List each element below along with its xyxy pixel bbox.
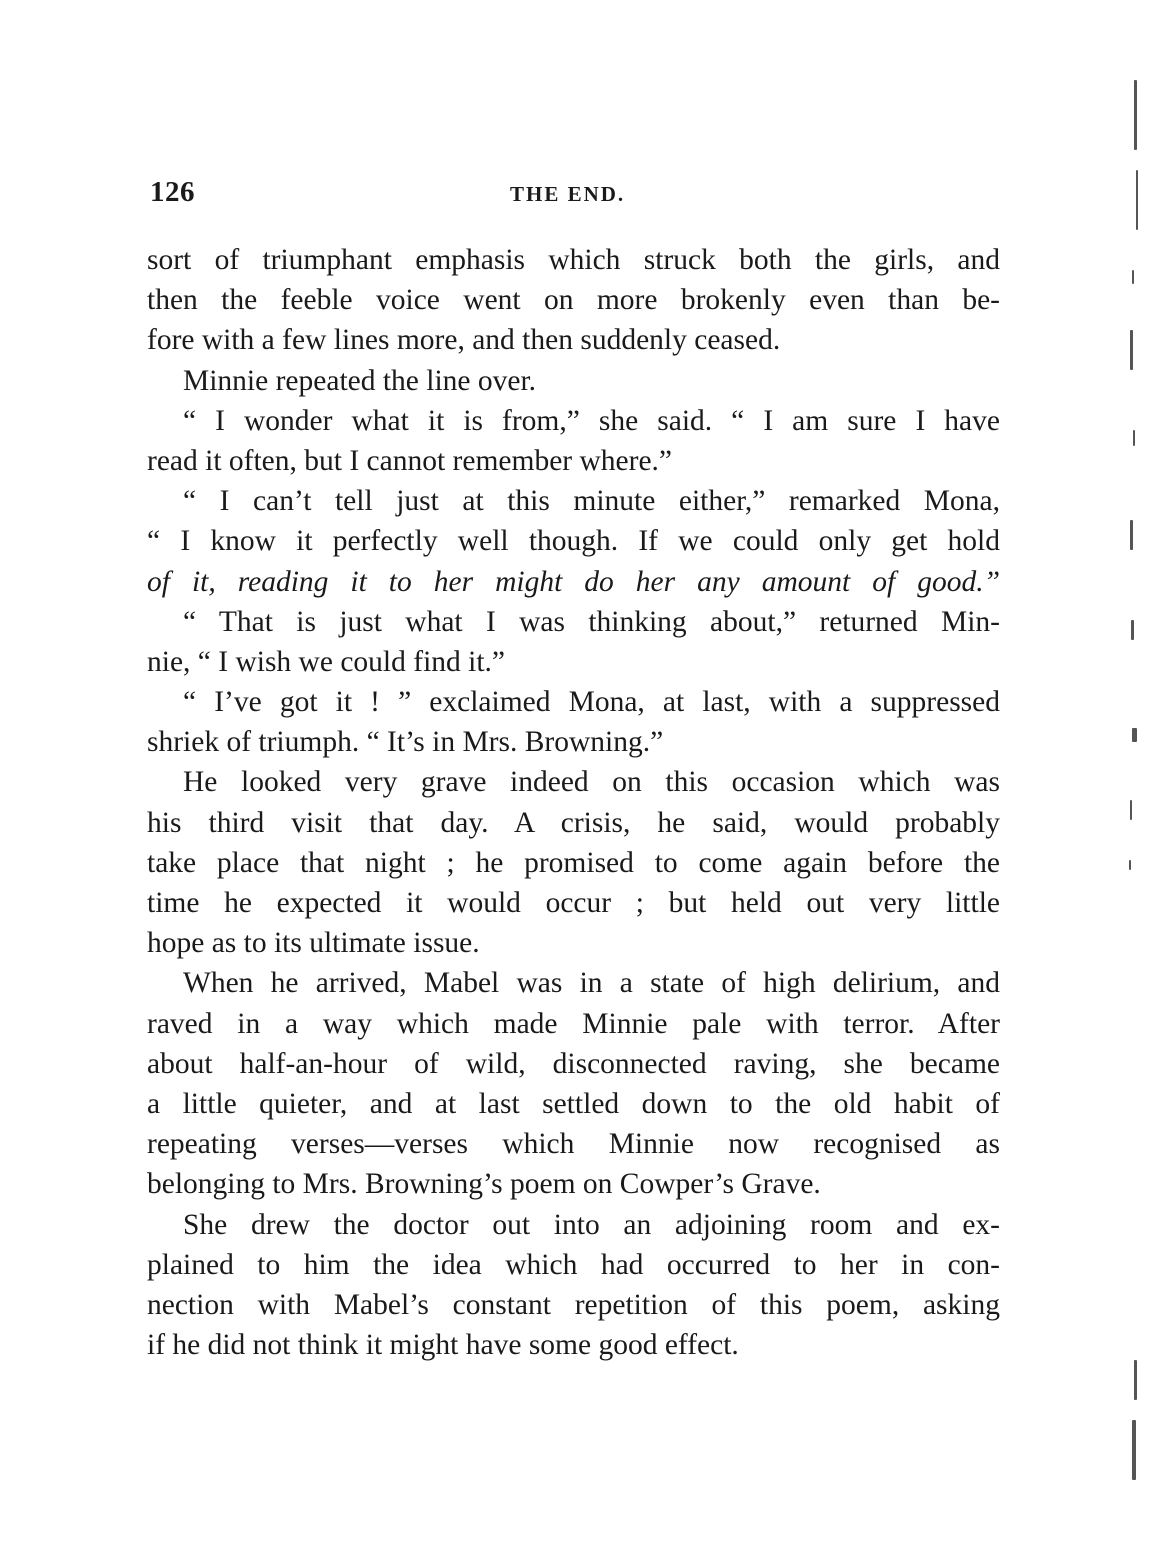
scan-speck <box>1134 1360 1137 1400</box>
text-line: hope as to its ultimate issue. <box>147 927 480 960</box>
scan-edge-noise <box>1094 0 1154 1543</box>
text-line: read it often, but I cannot remember where.” <box>147 444 673 477</box>
scan-speck <box>1132 1420 1136 1480</box>
text-line: repeating verses—verses which Minnie now recognised as <box>147 1128 1000 1161</box>
text-line: then the feeble voice went on more brokenly even than be- <box>147 284 1000 317</box>
scan-speck <box>1130 800 1132 820</box>
text-line: shriek of triumph. “ It’s in Mrs. Browning.” <box>147 726 664 759</box>
scan-speck <box>1136 170 1138 230</box>
scan-speck <box>1131 620 1134 640</box>
text-line: about half-an-hour of wild, disconnected raving, she became <box>147 1047 1000 1080</box>
running-title: THE END. <box>510 182 626 206</box>
text-line: fore with a few lines more, and then suddenly ceased. <box>147 324 781 357</box>
scan-speck <box>1133 430 1135 446</box>
scan-speck <box>1130 330 1133 370</box>
scan-speck <box>1132 728 1137 742</box>
text-line: “ I’ve got it ! ” exclaimed Mona, at last, with a suppressed <box>183 686 1000 719</box>
scan-speck <box>1132 270 1134 284</box>
text-line: a little quieter, and at last settled down to the old habit of <box>147 1087 1000 1120</box>
text-line: He looked very grave indeed on this occasion which was <box>183 766 1000 799</box>
text-line: “ I can’t tell just at this minute either,” remarked Mona, <box>183 485 1000 518</box>
text-line: belonging to Mrs. Browning’s poem on Cowper’s Grave. <box>147 1168 821 1201</box>
text-line: When he arrived, Mabel was in a state of high delirium, and <box>183 967 1000 1000</box>
scan-speck <box>1134 80 1137 150</box>
text-line: plained to him the idea which had occurred to her in con- <box>147 1248 1000 1281</box>
body-text <box>147 240 1000 1365</box>
page-header <box>150 176 1000 216</box>
text-line: his third visit that day. A crisis, he said, would probably <box>147 806 1000 839</box>
text-line: “ I wonder what it is from,” she said. “ I am sure I have <box>183 404 1000 437</box>
scan-speck <box>1129 860 1131 870</box>
text-line: nection with Mabel’s constant repetition of this poem, asking <box>147 1288 1000 1321</box>
text-line: “ That is just what I was thinking about,” returned Min- <box>183 605 1000 638</box>
text-line: take place that night ; he promised to come again before the <box>147 846 1000 879</box>
text-line: of it, reading it to her might do her any amount of good.” <box>147 565 1000 598</box>
text-line: raved in a way which made Minnie pale with terror. After <box>147 1007 1000 1040</box>
text-line: “ I know it perfectly well though. If we could only get hold <box>147 525 1000 558</box>
page-number: 126 <box>150 176 195 208</box>
text-line: time he expected it would occur ; but held out very little <box>147 887 1000 919</box>
text-line: She drew the doctor out into an adjoining room and ex- <box>183 1208 1000 1241</box>
text-line: if he did not think it might have some good effect. <box>147 1329 739 1362</box>
text-line: nie, “ I wish we could find it.” <box>147 645 506 678</box>
scan-speck <box>1130 520 1133 550</box>
text-line: Minnie repeated the line over. <box>183 364 537 397</box>
text-line: sort of triumphant emphasis which struck both the girls, and <box>147 244 1000 276</box>
